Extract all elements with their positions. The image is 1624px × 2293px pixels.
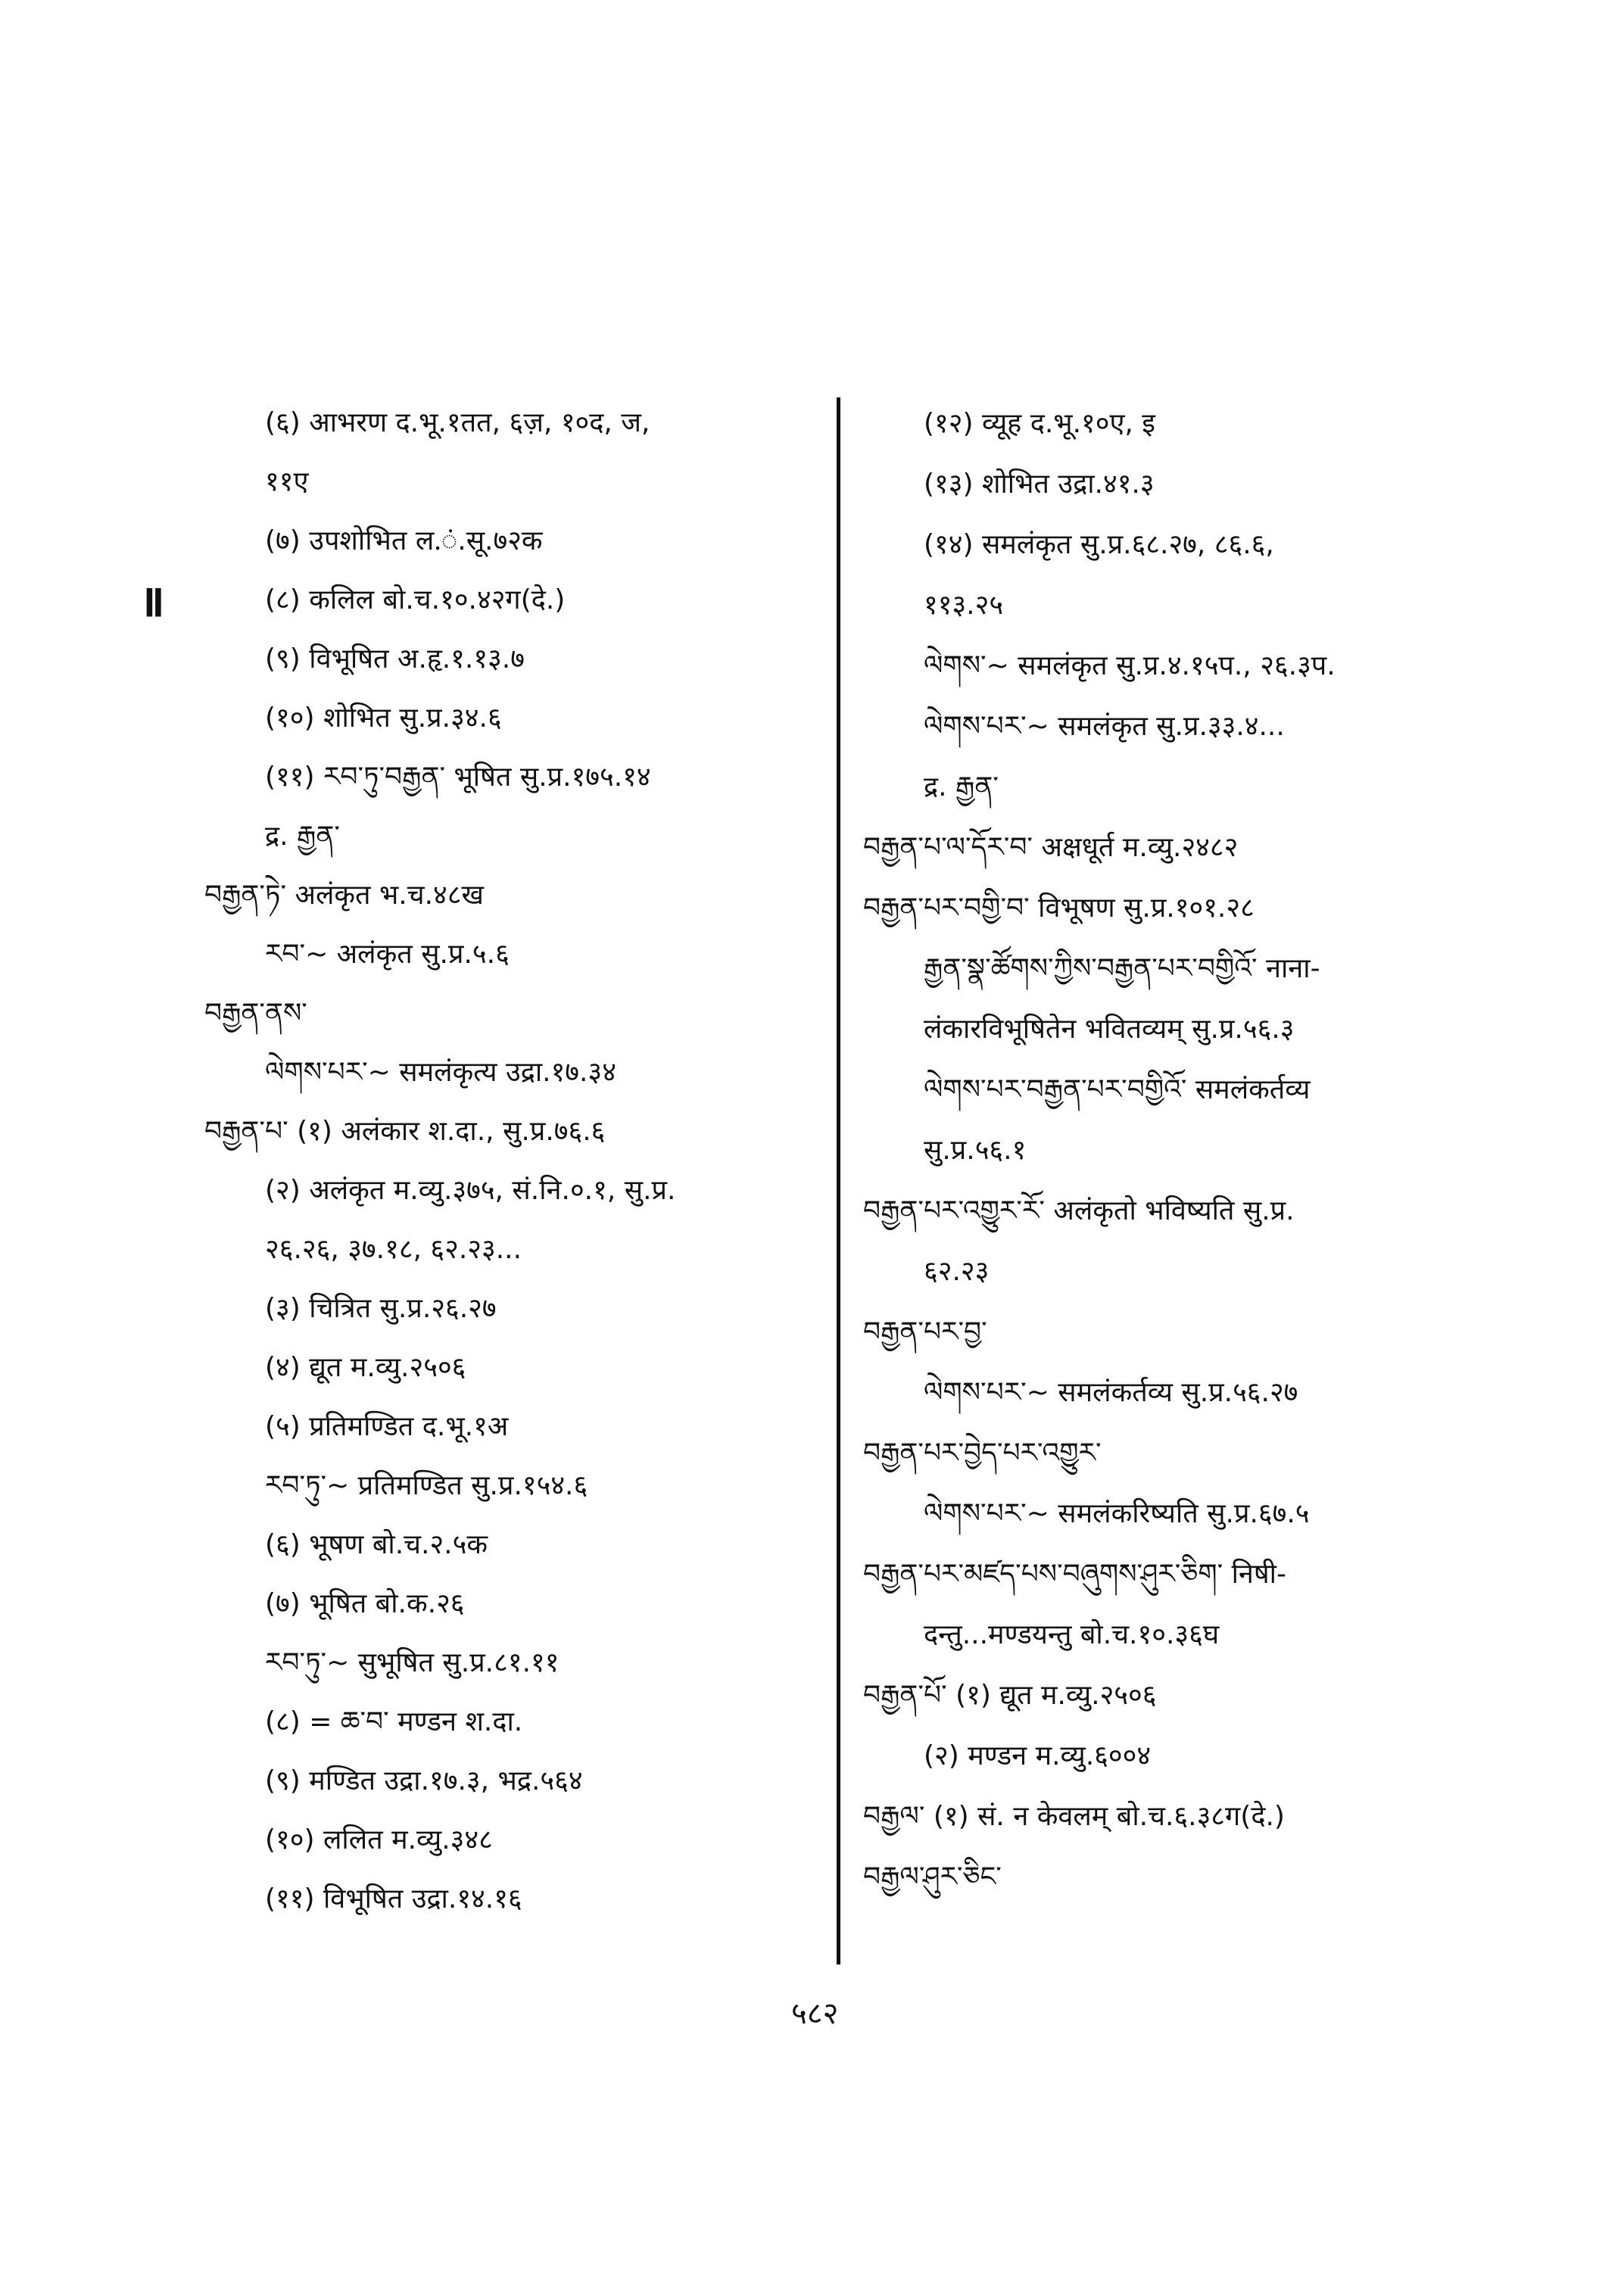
entry-line: བརྒྱན་པར་མཛད་པས་བཞུགས་ཤུར་ཅིག་ निषी- [863, 1559, 1286, 1590]
entry-line: ६२.२३ [924, 1256, 990, 1287]
entry-line: (१२) व्यूह द.भू.१०ए, इ [924, 408, 1155, 439]
entry-line: (२) मण्डन म.व्यु.६००४ [924, 1740, 1152, 1771]
margin-marker: ǁ [144, 583, 164, 618]
entry-line: ११३.२५ [924, 590, 1004, 621]
entry-line: (१३) शोभित उद्रा.४१.३ [924, 469, 1155, 500]
entry-line: (६) आभरण द.भू.१तत, ६ज़, १०द, ज, [265, 407, 650, 438]
entry-line: (५) प्रतिमण्डित द.भू.१अ [265, 1411, 509, 1442]
entry-line: རབ་~ अलंकृत सु.प्र.५.६ [265, 939, 510, 970]
entry-line: लंकारविभूषितेन भवितव्यम् सु.प्र.५६.३ [924, 1014, 1295, 1045]
entry-line: རྒྱན་སྣ་ཚོགས་ཀྱིས་བརྒྱན་པར་བགྱིའོ་ नाना- [924, 953, 1320, 984]
entry-line: द्र. རྒྱན་ [265, 821, 340, 852]
entry-line: (७) भूषित बो.क.२६ [265, 1588, 465, 1619]
entry-line: (९) मण्डित उद्रा.१७.३, भद्र.५६४ [265, 1765, 583, 1796]
entry-line: བརྒྱན་ནས་ [204, 998, 307, 1029]
entry-line: བརྒྱན་པོ་ (१) द्यूत म.व्यु.२५०६ [863, 1680, 1157, 1711]
page-number: ५८२ [791, 1996, 839, 2031]
entry-line: दन्तु...मण्डयन्तु बो.च.१०.३६घ [924, 1619, 1220, 1650]
entry-line: རབ་ཏུ་~ सुभूषित सु.प्र.८१.११ [265, 1647, 560, 1678]
entry-line: (८) = ཆ་བ་ मण्डन श.दा. [265, 1706, 523, 1737]
entry-line: द्र. རྒྱན་ [924, 771, 999, 802]
entry-line: བརྒྱན་པ་ལ་དོར་བ་ अक्षधूर्त म.व्यु.२४८२ [863, 832, 1239, 863]
entry-line: (११) རབ་ཏུ་བརྒྱན་ भूषित सु.प्र.१७५.१४ [265, 762, 651, 793]
column-divider [837, 397, 840, 1964]
entry-line: བརྒྱན་པར་བྱ་ [863, 1316, 987, 1347]
entry-line: (२) अलंकृत म.व्यु.३७५, सं.नि.०.१, सु.प्र. [265, 1175, 676, 1206]
entry-line: ११ए [265, 466, 309, 497]
entry-line: བརྒྱན་པར་བྱེད་པར་འགྱུར་ [863, 1438, 1102, 1469]
entry-line: བརྒྱལ་ (१) सं. न केवलम् बो.च.६.३८ग(दे.) [863, 1801, 1285, 1832]
entry-line: २६.२६, ३७.१८, ६२.२३... [265, 1234, 522, 1265]
entry-line: བརྒྱན་པར་བགྱི་བ་ विभूषण सु.प्र.१०१.२८ [863, 893, 1255, 924]
left-column [204, 394, 825, 1929]
entry-line: བརྒྱལ་ཤུར་ཅིང་ [863, 1862, 1002, 1893]
entry-line: རབ་ཏུ་~ प्रतिमण्डित सु.प्र.१५४.६ [265, 1470, 588, 1501]
entry-line: (१४) समलंकृत सु.प्र.६८.२७, ८६.६, [924, 529, 1274, 560]
entry-line: ལེགས་པར་~ समलंकरिष्यति सु.प्र.६७.५ [924, 1498, 1310, 1529]
entry-line: ལེགས་པར་~ समलंकर्तव्य सु.प्र.५६.२७ [924, 1377, 1298, 1408]
entry-line: (७) उपशोभित ल.ं.सू.७२क [265, 525, 543, 556]
entry-line: ལེགས་པར་~ समलंकृत सु.प्र.३३.४... [924, 711, 1285, 742]
entry-line: (११) विभूषित उद्रा.१४.१६ [265, 1883, 522, 1914]
entry-line: ལེགས་པར་~ समलंकृत्य उद्रा.१७.३४ [265, 1057, 616, 1088]
entry-line: (९) विभूषित अ.हृ.१.१३.७ [265, 643, 525, 675]
entry-line: (१०) ललित म.व्यु.३४८ [265, 1824, 493, 1855]
entry-line: ལེགས་པར་བརྒྱན་པར་བགྱིའོ་ समलंकर्तव्य [924, 1074, 1311, 1105]
entry-line: བརྒྱན་པར་འགྱུར་རོ་ अलंकृतो भविष्यति सु.प्र. [863, 1195, 1295, 1226]
entry-line: (६) भूषण बो.च.२.५क [265, 1529, 488, 1560]
entry-line: བརྒྱན་པ་ (१) अलंकार श.दा., सु.प्र.७६.६ [204, 1116, 606, 1147]
entry-line: ལེགས་~ समलंकृत सु.प्र.४.१५प., २६.३प. [924, 650, 1336, 681]
right-column [863, 394, 1522, 1908]
entry-line: सु.प्र.५६.१ [924, 1135, 1027, 1166]
entry-line: (१०) शोभित सु.प्र.३४.६ [265, 703, 502, 734]
entry-line: བརྒྱན་ཏེ་ अलंकृत भ.च.४८ख [204, 880, 484, 911]
entry-line: (३) चित्रित सु.प्र.२६.२७ [265, 1293, 497, 1324]
entry-line: (८) कलिल बो.च.१०.४२ग(दे.) [265, 584, 566, 615]
entry-line: (४) द्यूत म.व्यु.२५०६ [265, 1352, 466, 1383]
